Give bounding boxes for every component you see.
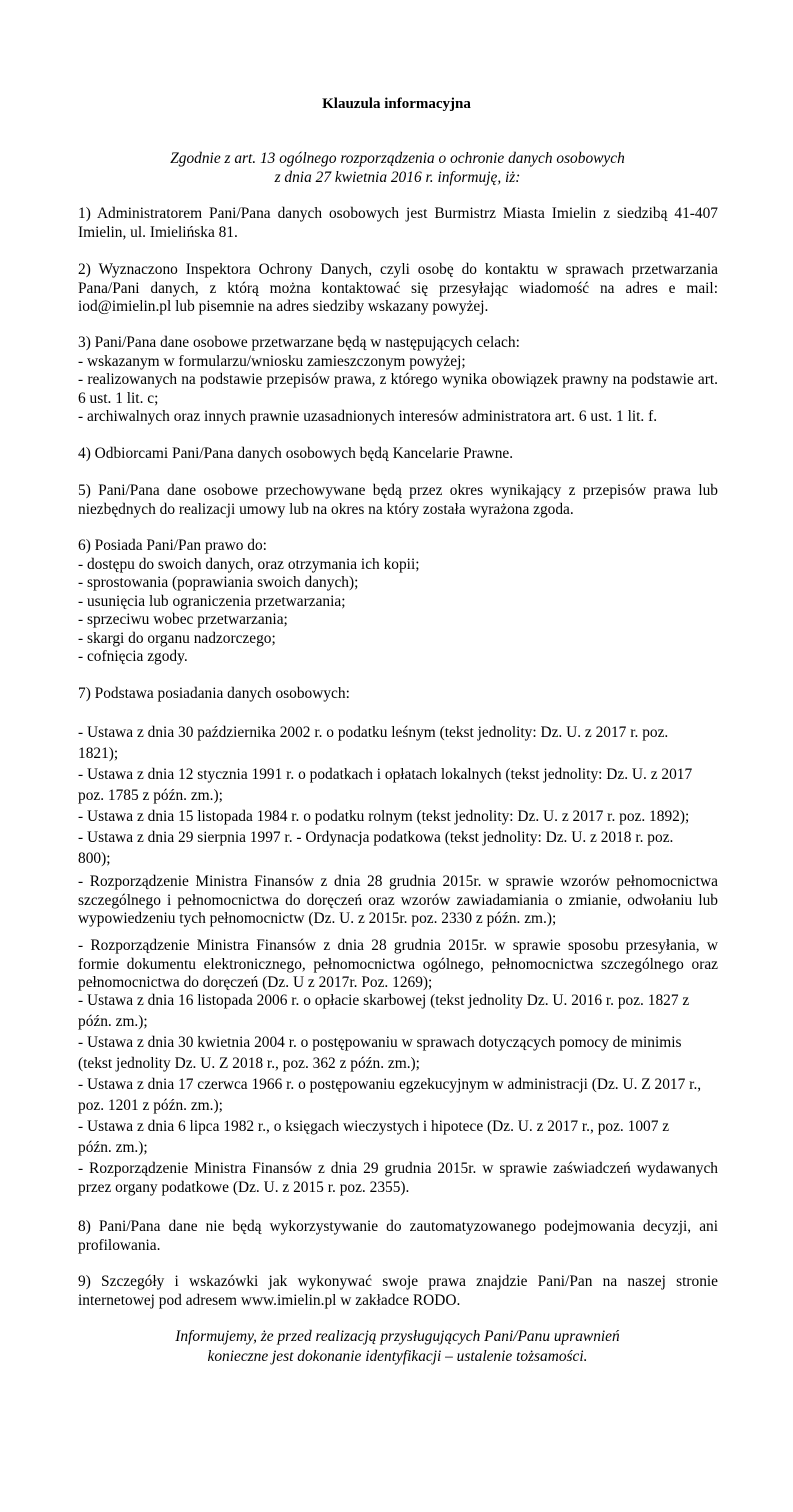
regulation-item: - Rozporządzenie Ministra Finansów z dnia 28 grudnia 2015r. w sprawie sposobu przesyłania, w formie dokumentu elektronicznego, pełnomocnictwa ogólnego, pełnomocnictwa szczególnego oraz pełnomocnictwa do doręczeń (Dz. U z 2017r. Poz. 1269); xyxy=(78,937,718,991)
section-6-item: - sprzeciwu wobec przetwarzania; xyxy=(78,611,288,628)
section-6-item: - sprostowania (poprawiania swoich danych); xyxy=(78,574,359,591)
section-2-iod: 2) Wyznaczono Inspektora Ochrony Danych, czyli osobę do kontaktu w sprawach przetwarzania Pana/Pani danych, z którą można kontaktować się przesyłając wiadomość na adres e mail: iod@imielin.pl lub pisemnie na adres siedziby wskazany powyżej. xyxy=(78,261,718,315)
section-6-rights xyxy=(78,537,718,667)
section-3-purposes xyxy=(78,334,718,427)
section-4-recipients: 4) Odbiorcami Pani/Pana danych osobowych będą Kancelarie Prawne. xyxy=(78,445,514,462)
regulation-item: - Rozporządzenie Ministra Finansów z dnia 28 grudnia 2015r. w sprawie wzorów pełnomocnictwa szczególnego i pełnomocnictwa do doręczeń oraz wzorów zawiadamiania o zmianie, odwołaniu lub wypowiedzeniu tych pełnomocnictw (Dz. U. z 2015r. poz. 2330 z późn. zm.); xyxy=(78,873,718,927)
law-item: - Ustawa z dnia 16 listopada 2006 r. o opłacie skarbowej (tekst jednolity Dz. U. 2016 r. poz. 1827 z późn. zm.); xyxy=(78,992,690,1030)
section-7-laws-b xyxy=(78,990,714,1158)
section-8-automation: 8) Pani/Pana dane nie będą wykorzystywanie do zautomatyzowanego podejmowania decyzji, ani profilowania. xyxy=(78,1218,718,1254)
section-6-item: - skargi do organu nadzorczego; xyxy=(78,629,276,647)
law-item: - Ustawa z dnia 15 listopada 1984 r. o podatku rolnym (tekst jednolity: Dz. U. z 2017 r. poz. 1892); xyxy=(78,808,690,825)
section-6-item: - dostępu do swoich danych, oraz otrzymania ich kopii; xyxy=(78,555,420,573)
section-3-item: - realizowanych na podstawie przepisów prawa, z którego wynika obowiązek prawny na podstawie art. 6 ust. 1 lit. c; xyxy=(78,371,718,407)
section-7-heading: 7) Podstawa posiadania danych osobowych: xyxy=(78,685,350,702)
law-item: - Ustawa z dnia 17 czerwca 1966 r. o postępowaniu egzekucyjnym w administracji (Dz. U. Z 2017 r., poz. 1201 z późn. zm.); xyxy=(78,1076,702,1114)
closing-line-2: konieczne jest dokonanie identyfikacji – ustalenie tożsamości. xyxy=(207,1347,588,1365)
section-7-laws-a xyxy=(78,722,698,869)
intro-line-2: z dnia 27 kwietnia 2016 r. informuję, iż: xyxy=(274,168,521,186)
section-3-item: - archiwalnych oraz innych prawnie uzasadnionych interesów administratora art. 6 ust. 1 lit. f. xyxy=(78,408,658,425)
closing-note xyxy=(80,1327,715,1366)
law-item: - Ustawa z dnia 12 stycznia 1991 r. o podatkach i opłatach lokalnych (tekst jednolity: Dz. U. z 2017 poz. 1785 z późn. zm.); xyxy=(78,766,693,804)
regulation-item: - Rozporządzenie Ministra Finansów z dnia 29 grudnia 2015r. w sprawie zaświadczeń wydawanych przez organy podatkowe (Dz. U. z 2015 r. poz. 2355). xyxy=(78,1160,718,1196)
document-title: Klauzula informacyjna xyxy=(322,96,471,112)
intro-line-1: Zgodnie z art. 13 ogólnego rozporządzenia o ochronie danych osobowych xyxy=(170,150,625,167)
section-3-item: - wskazanym w formularzu/wniosku zamieszczonym powyżej; xyxy=(78,352,466,370)
section-9-details: 9) Szczegóły i wskazówki jak wykonywać swoje prawa znajdzie Pani/Pan na naszej stronie internetowej pod adresem www.imielin.pl w zakładce RODO. xyxy=(78,1273,718,1309)
closing-line-1: Informujemy, że przed realizacją przysługujących Pani/Panu uprawnień xyxy=(175,1328,620,1345)
section-6-item: - cofnięcia zgody. xyxy=(78,648,188,665)
section-3-heading: 3) Pani/Pana dane osobowe przetwarzane będą w następujących celach: xyxy=(78,334,520,351)
intro-text xyxy=(80,150,715,187)
section-6-heading: 6) Posiada Pani/Pan prawo do: xyxy=(78,537,267,554)
law-item: - Ustawa z dnia 6 lipca 1982 r., o księgach wieczystych i hipotece (Dz. U. z 2017 r., poz. 1007 z późn. zm.); xyxy=(78,1118,670,1156)
law-item: - Ustawa z dnia 30 kwietnia 2004 r. o postępowaniu w sprawach dotyczących pomocy de minimis (tekst jednolity Dz. U. Z 2018 r., poz. 362 z późn. zm.); xyxy=(78,1034,682,1072)
law-item: - Ustawa z dnia 29 sierpnia 1997 r. - Ordynacja podatkowa (tekst jednolity: Dz. U. z 2018 r. poz. 800); xyxy=(78,829,674,867)
section-1-administrator: 1) Administratorem Pani/Pana danych osobowych jest Burmistrz Miasta Imielin z siedzibą 41-407 Imielin, ul. Imielińska 81. xyxy=(78,205,718,241)
section-6-item: - usunięcia lub ograniczenia przetwarzania; xyxy=(78,592,346,610)
law-item: - Ustawa z dnia 30 października 2002 r. o podatku leśnym (tekst jednolity: Dz. U. z 2017 r. poz. 1821); xyxy=(78,724,669,762)
section-5-retention: 5) Pani/Pana dane osobowe przechowywane będą przez okres wynikający z przepisów prawa lub niezbędnych do realizacji umowy lub na okres na który została wyrażona zgoda. xyxy=(78,482,718,518)
